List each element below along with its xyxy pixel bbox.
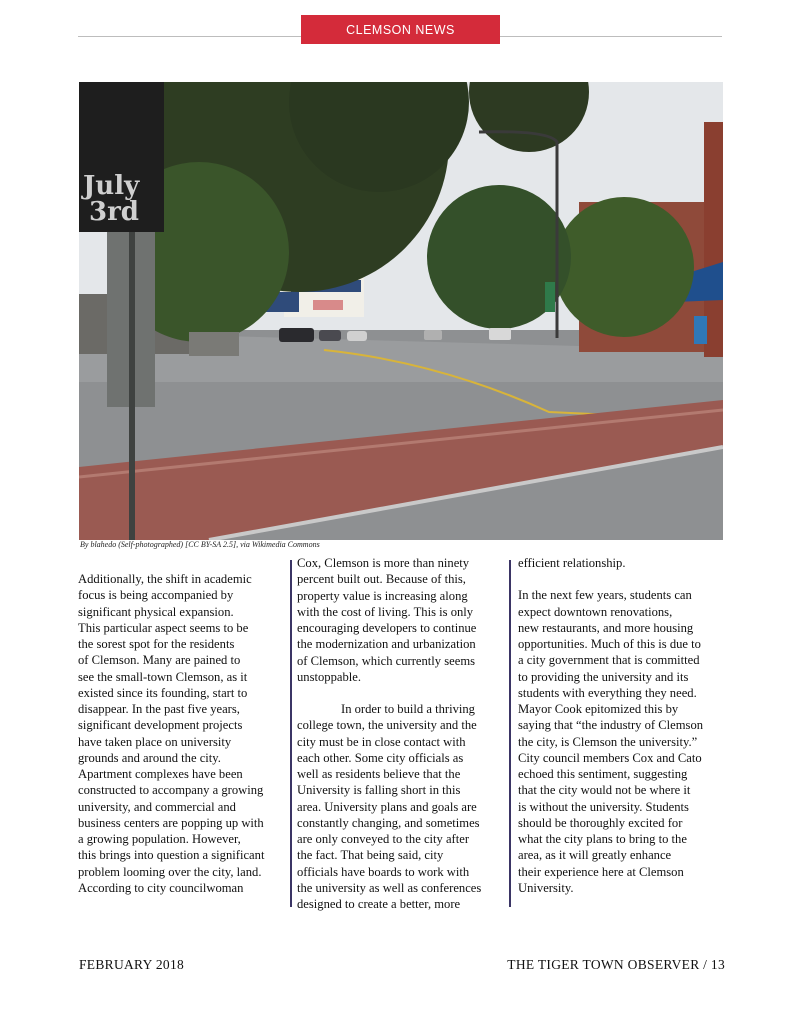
- text-line: constructed to accompany a growing: [78, 783, 264, 798]
- text-line: Cox, Clemson is more than ninety: [297, 556, 470, 570]
- text-line: unstoppable.: [297, 669, 362, 684]
- text-line: their experience here at Clemson: [518, 864, 684, 879]
- text-line: University.: [518, 880, 574, 895]
- text-line: is without the university. Students: [518, 799, 689, 814]
- text-line: area. University plans and goals are: [297, 799, 477, 814]
- footer-date: FEBRUARY 2018: [79, 957, 185, 972]
- text-line: to providing the university and its: [518, 669, 689, 684]
- article-column-3: [518, 555, 724, 896]
- text-line: the sorest spot for the residents: [78, 637, 235, 651]
- text-line: saying that “the industry of Clemson: [518, 718, 704, 733]
- text-line: significant physical expansion.: [78, 604, 234, 619]
- text-line: City council members Cox and Cato: [518, 750, 702, 765]
- text-line: designed to create a better, more: [297, 897, 461, 911]
- paragraph: [297, 701, 503, 912]
- column-divider: [290, 560, 292, 907]
- text-line: the modernization and urbanization: [297, 637, 476, 652]
- text-line: the city, is Clemson the university.”: [518, 734, 698, 749]
- text-line: what the city plans to bring to the: [518, 832, 687, 846]
- text-line: of Clemson. Many are pained to: [78, 653, 241, 668]
- column-divider: [509, 560, 511, 907]
- text-line: opportunities. Much of this is due to: [518, 637, 701, 651]
- text-line: Mayor Cook epitomized this by: [518, 702, 679, 716]
- text-line: constantly changing, and sometimes: [297, 815, 480, 830]
- text-line: echoed this sentiment, suggesting: [518, 767, 688, 781]
- footer-publication-page: THE TIGER TOWN OBSERVER / 13: [507, 957, 725, 972]
- text-line: of Clemson, which currently seems: [297, 653, 476, 668]
- text-line: disappear. In the past five years,: [78, 702, 240, 716]
- text-line: are only conveyed to the city after: [297, 832, 470, 846]
- text-line: In the next few years, students can: [518, 588, 692, 603]
- text-line: see the small-town Clemson, as it: [78, 669, 248, 684]
- text-line: encouraging developers to continue: [297, 621, 477, 635]
- text-line: expect downtown renovations,: [518, 604, 673, 619]
- text-line: have taken place on university: [78, 734, 232, 749]
- text-line: well as residents believe that the: [297, 767, 461, 781]
- text-line: grounds and around the city.: [78, 750, 221, 765]
- text-line: existed since its founding, start to: [78, 685, 248, 700]
- paragraph: [297, 555, 503, 685]
- text-line: This particular aspect seems to be: [78, 620, 249, 635]
- text-line: students with everything they need.: [518, 685, 697, 700]
- text-line: the university as well as conferences: [297, 880, 482, 895]
- text-line: In order to build a thriving: [341, 702, 475, 716]
- photo-caption: By blahedo (Self-photographed) [CC BY-SA 2.5], via Wikimedia Commons: [80, 540, 320, 549]
- article-column-2: [297, 555, 503, 912]
- text-line: that the city would not be where it: [518, 783, 691, 798]
- text-line: significant development projects: [78, 718, 243, 733]
- text-line: a city government that is committed: [518, 653, 700, 668]
- text-line: focus is being accompanied by: [78, 588, 234, 603]
- text-line: new restaurants, and more housing: [518, 620, 694, 635]
- paragraph: [518, 555, 724, 571]
- article-photo: [79, 82, 723, 540]
- text-line: University is falling short in this: [297, 783, 461, 798]
- paragraph: [518, 587, 724, 896]
- text-line: each other. Some city officials as: [297, 750, 464, 765]
- text-line: university, and commercial and: [78, 799, 236, 814]
- text-line: should be thoroughly excited for: [518, 815, 683, 830]
- text-line: this brings into question a significant: [78, 848, 265, 863]
- text-line: problem looming over the city, land.: [78, 864, 262, 879]
- text-line: percent built out. Because of this,: [297, 572, 466, 587]
- text-line: officials have boards to work with: [297, 864, 470, 879]
- text-line: business centers are popping up with: [78, 815, 264, 830]
- text-line: a growing population. However,: [78, 832, 241, 846]
- sign-text-month: July: [83, 171, 140, 201]
- section-badge: CLEMSON NEWS: [301, 15, 500, 44]
- text-line: with the cost of living. This is only: [297, 604, 474, 619]
- text-line: Additionally, the shift in academic: [78, 572, 252, 586]
- text-line: efficient relationship.: [518, 556, 626, 570]
- text-line: college town, the university and the: [297, 718, 477, 733]
- text-line: city must be in close contact with: [297, 734, 466, 749]
- paragraph: [78, 571, 284, 896]
- text-line: area, as it will greatly enhance: [518, 848, 672, 863]
- text-line: According to city councilwoman: [78, 880, 244, 895]
- text-line: property value is increasing along: [297, 588, 468, 603]
- text-line: the fact. That being said, city: [297, 848, 444, 863]
- article-column-1: [78, 571, 284, 896]
- street-scene-illustration: [79, 82, 723, 540]
- sign-text-day: 3rd: [89, 197, 139, 227]
- text-line: Apartment complexes have been: [78, 767, 243, 781]
